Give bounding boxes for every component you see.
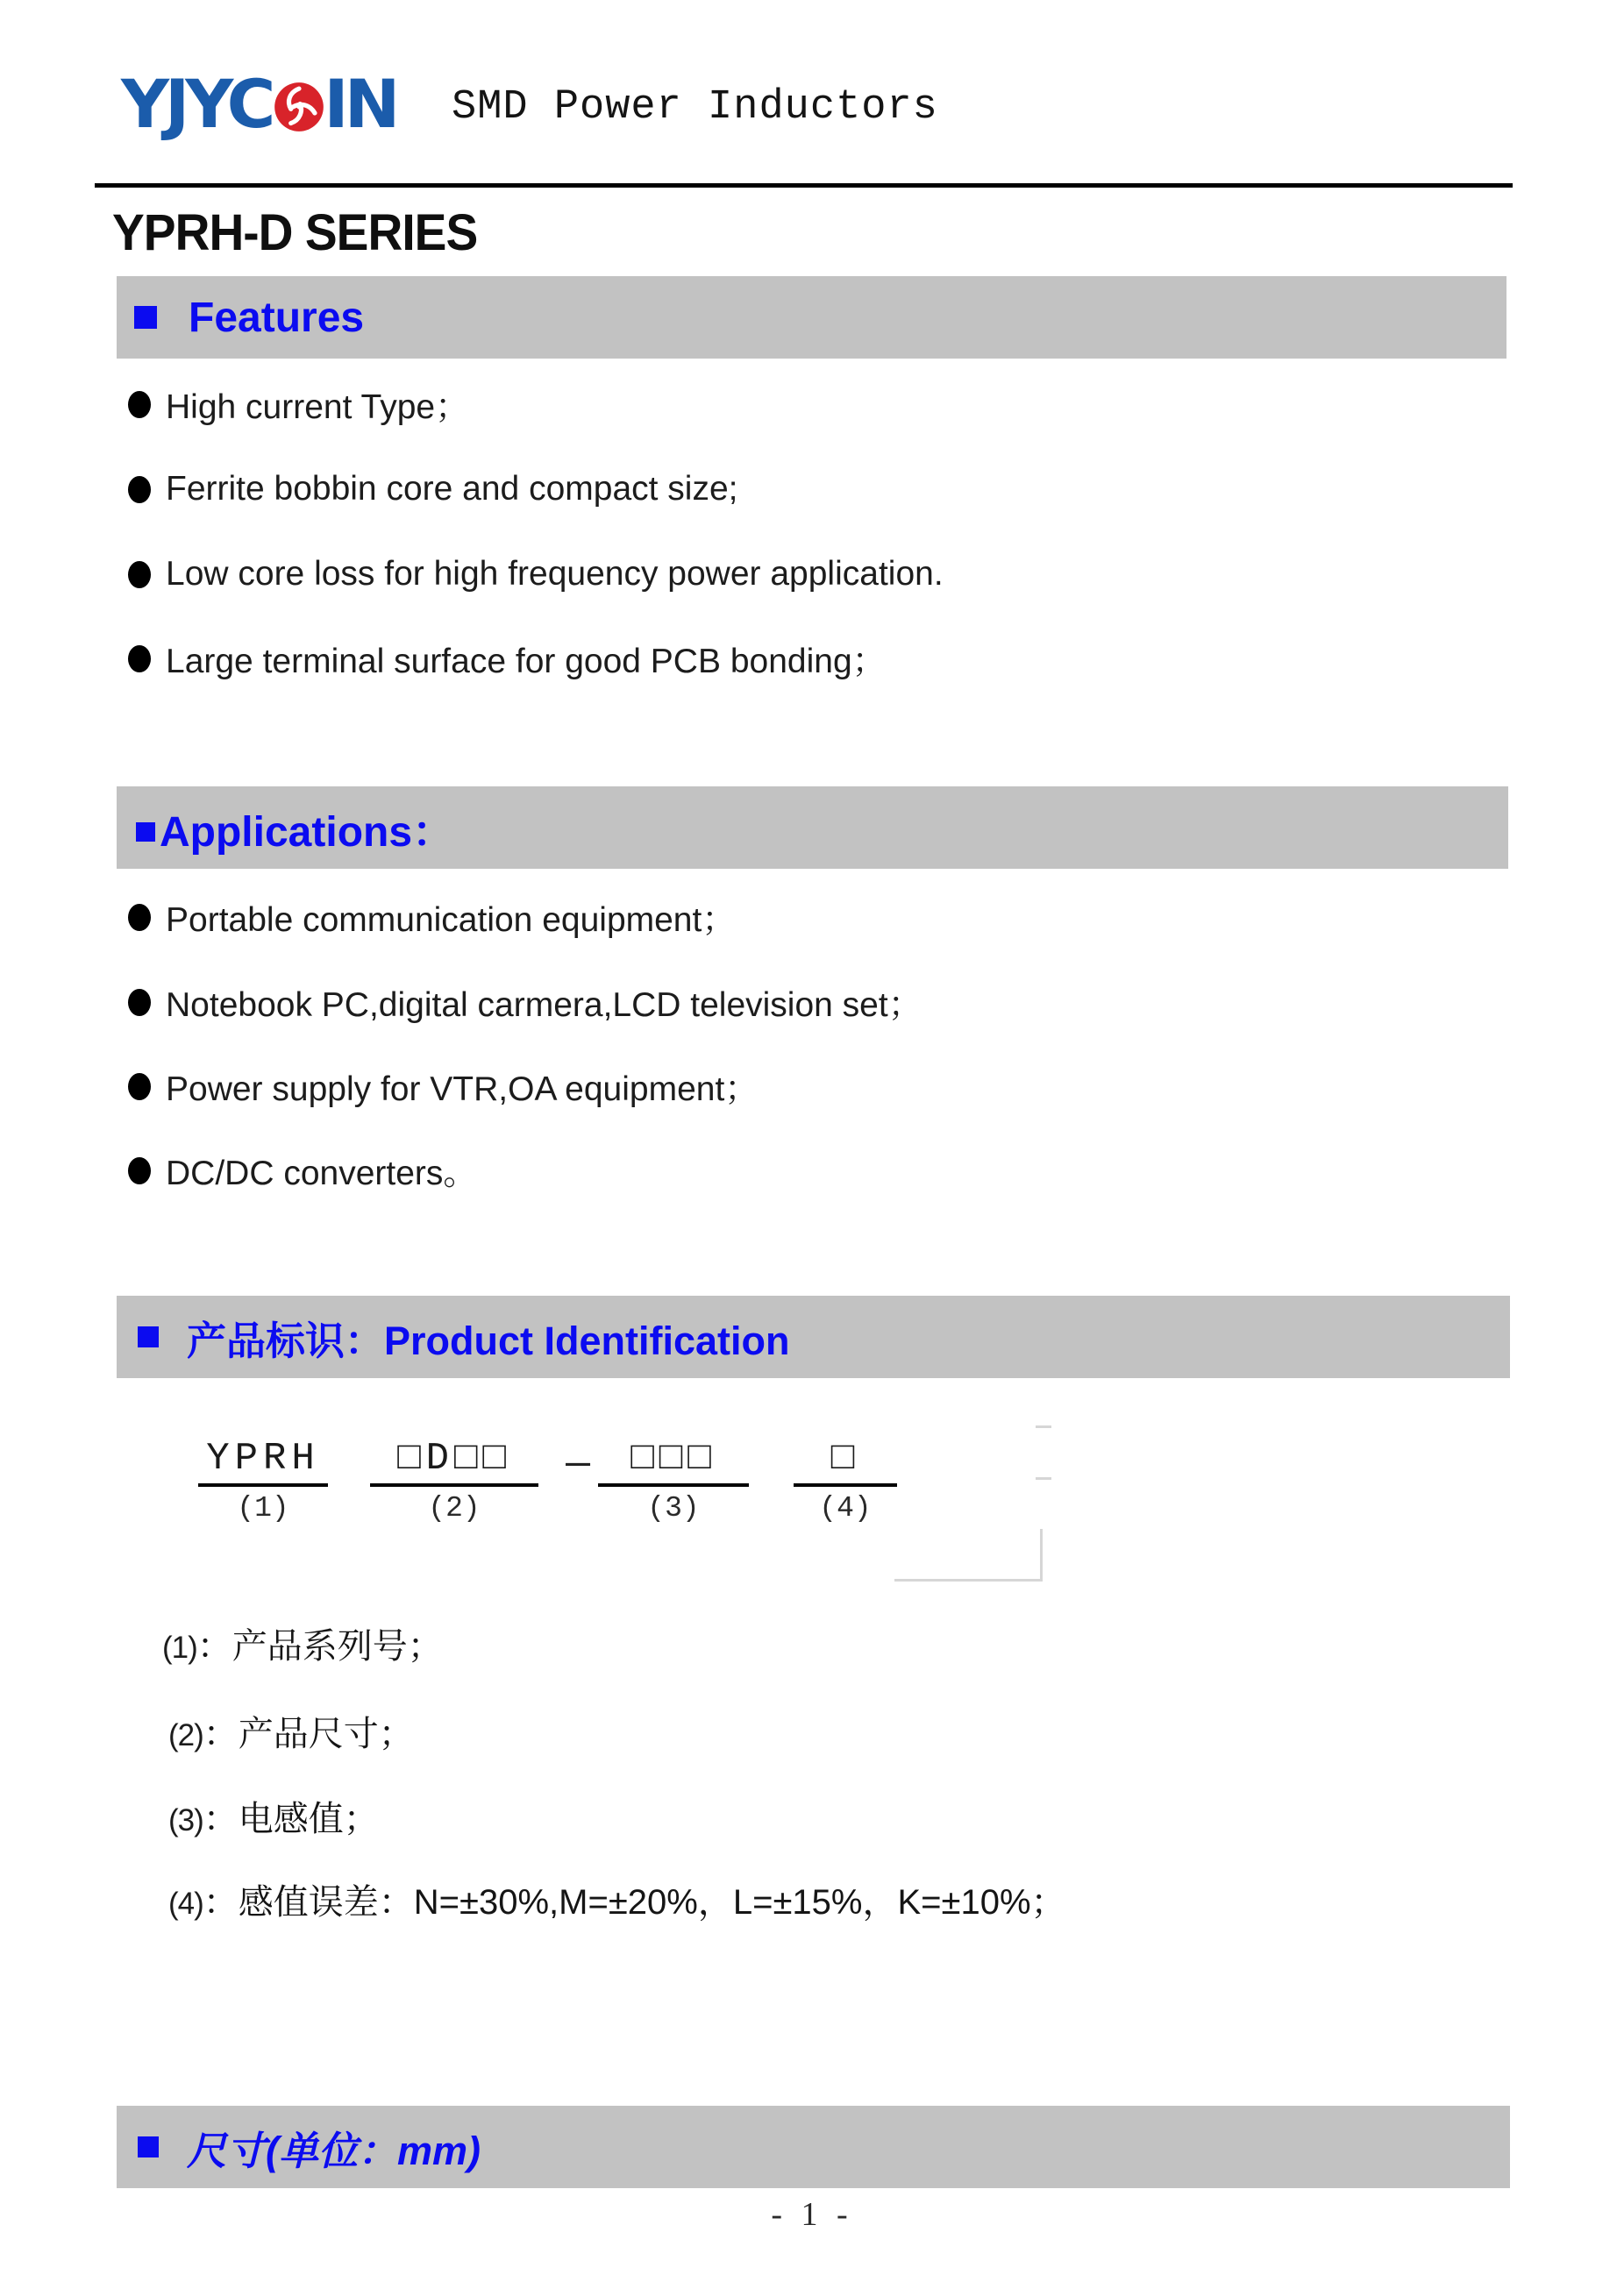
logo-pinwheel-icon [274,82,324,132]
application-item [128,1150,477,1191]
scan-artifact [894,1579,1043,1582]
pid-note-number: (2) [168,1718,203,1752]
identification-section-banner [117,1296,1510,1378]
scan-artifact [1040,1529,1043,1582]
pid-value: □□□ [598,1436,749,1487]
pid-note-number: (3) [168,1803,203,1838]
page-number: - 1 - [771,2196,853,2233]
pid-label: (1) [237,1492,289,1525]
pid-label: (2) [428,1492,481,1525]
dimensions-section-banner [117,2106,1510,2188]
bullet-icon [128,476,151,503]
feature-item-text: Low core loss for high frequency power application. [166,555,944,593]
pid-group-series [198,1436,328,1525]
application-item-text: Power supply for VTR,OA equipment； [166,1070,759,1108]
blue-square-icon [136,822,155,842]
pid-label: (4) [819,1492,872,1525]
identification-heading: 产品标识：Product Identification [187,1318,790,1363]
bullet-icon [128,391,151,418]
logo-text-right: IN [324,65,396,143]
scan-artifact [1036,1425,1051,1428]
scan-artifact [1036,1477,1051,1480]
feature-item-text: Large terminal surface for good PCB bonding； [166,643,887,680]
pid-note [168,1874,1066,1922]
pid-note-text: ：电感值； [203,1800,379,1838]
features-heading: Features [189,294,365,341]
application-item-text: Notebook PC,digital carmera,LCD television set； [166,986,922,1024]
applications-section-banner [117,786,1508,869]
application-item-text: Portable communication equipment； [166,901,737,939]
pid-label: (3) [647,1492,700,1525]
logo-text-left: YJYC [121,65,272,143]
pid-note [168,1791,379,1838]
bullet-icon [128,989,151,1016]
pid-note [168,1706,414,1753]
pid-group-tolerance [794,1436,897,1525]
pid-note-number: (4) [168,1887,203,1921]
application-item [128,1066,759,1106]
feature-item-text: High current Type； [166,388,470,426]
feature-item [128,638,887,679]
application-item [128,897,736,937]
bullet-icon [128,645,151,672]
pid-note [162,1618,443,1666]
feature-item [128,384,469,424]
bullet-icon [128,1157,151,1184]
company-logo [121,65,396,143]
blue-square-icon [138,1326,159,1347]
pid-note-text: ：产品系列号； [196,1627,443,1666]
pid-group-inductance [598,1436,749,1525]
application-item [128,982,922,1022]
application-item-text: DC/DC converters。 [166,1155,478,1192]
pid-value: □ [794,1436,897,1487]
features-section-banner [117,276,1506,359]
feature-item [128,469,738,509]
dimensions-heading: 尺寸(单位：mm) [187,2128,481,2173]
bullet-icon [128,561,151,588]
feature-item-text: Ferrite bobbin core and compact size; [166,470,738,508]
blue-square-icon [138,2136,159,2157]
pid-note-text: ：产品尺寸； [203,1715,414,1753]
pid-separator-dash: — [566,1441,590,1487]
pid-value: YPRH [198,1436,328,1487]
applications-heading: Applications： [160,808,455,856]
pid-note-number: (1) [162,1631,197,1665]
blue-square-icon [134,306,157,329]
feature-item [128,554,944,594]
header-divider [95,183,1513,188]
pid-value: □D□□ [370,1436,538,1487]
pid-note-text: ：感值误差：N=±30%,M=±20%，L=±15%，K=±10%； [203,1883,1066,1922]
page-title: SMD Power Inductors [452,84,938,131]
pid-group-size [370,1436,538,1525]
series-title: YPRH-D SERIES [112,204,478,261]
bullet-icon [128,904,151,931]
bullet-icon [128,1073,151,1100]
